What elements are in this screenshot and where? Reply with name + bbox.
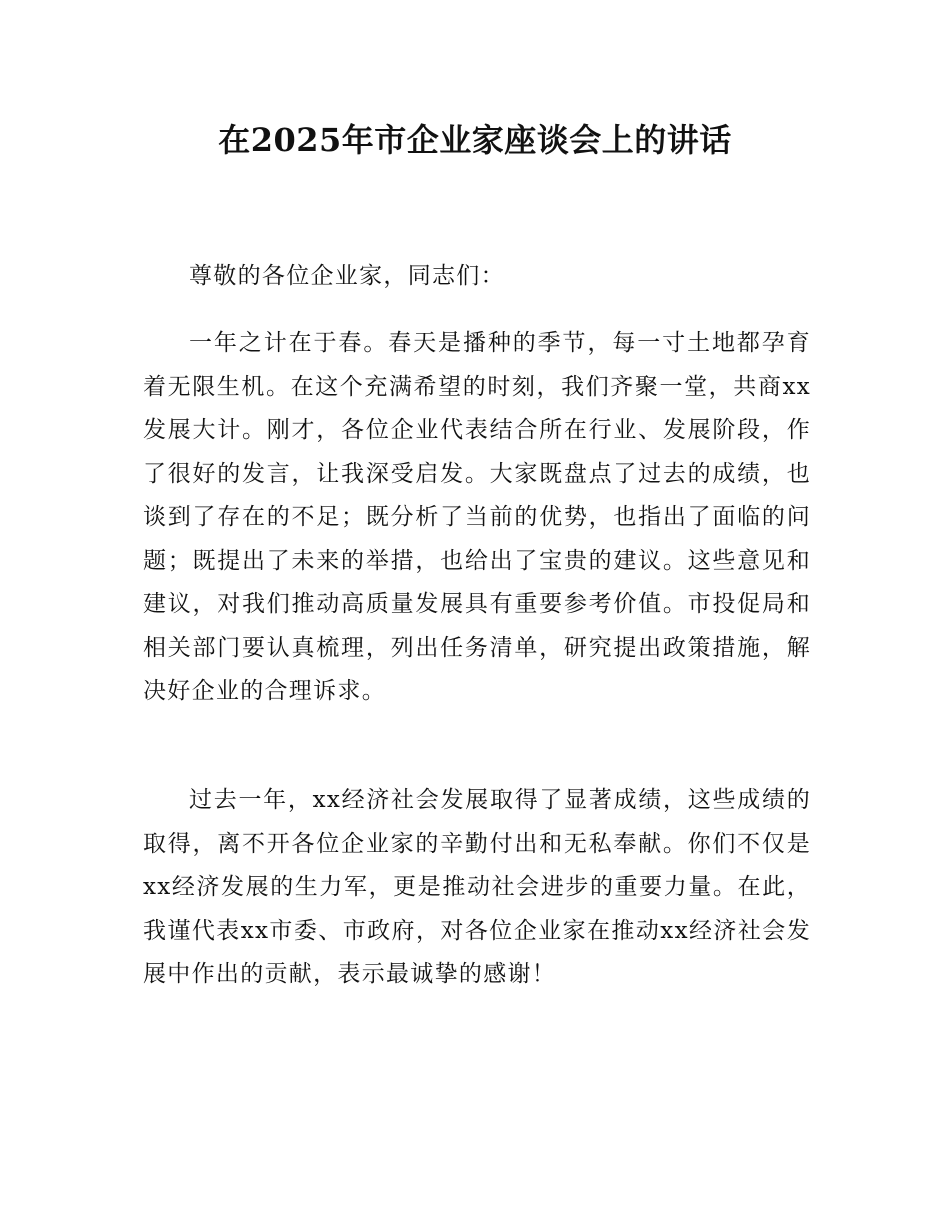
paragraph-2: 过去一年，xx经济社会发展取得了显著成绩，这些成绩的取得，离不开各位企业家的辛勤付出和无私奉献。你们不仅是xx经济发展的生力军，更是推动社会进步的重要力量。在此，我谨代表xx市委、市政府，对各位企业家在推动xx经济社会发展中作出的贡献，表示最诚挚的感谢！ — [143, 787, 811, 987]
salutation: 尊敬的各位企业家，同志们： — [189, 263, 505, 289]
document-title: 在2025年市企业家座谈会上的讲话 — [218, 121, 732, 159]
paragraph-1: 一年之计在于春。春天是播种的季节，每一寸土地都孕育着无限生机。在这个充满希望的时刻，我们齐聚一堂，共商xx发展大计。刚才，各位企业代表结合所在行业、发展阶段，作了很好的发言，让我深受启发。大家既盘点了过去的成绩，也谈到了存在的不足；既分析了当前的优势，也指出了面临的问题；既提出了未来的举措，也给出了宝贵的建议。这些意见和建议，对我们推动高质量发展具有重要参考价值。市投促局和相关部门要认真梳理，列出任务清单，研究提出政策措施，解决好企业的合理诉求。 — [143, 330, 811, 704]
